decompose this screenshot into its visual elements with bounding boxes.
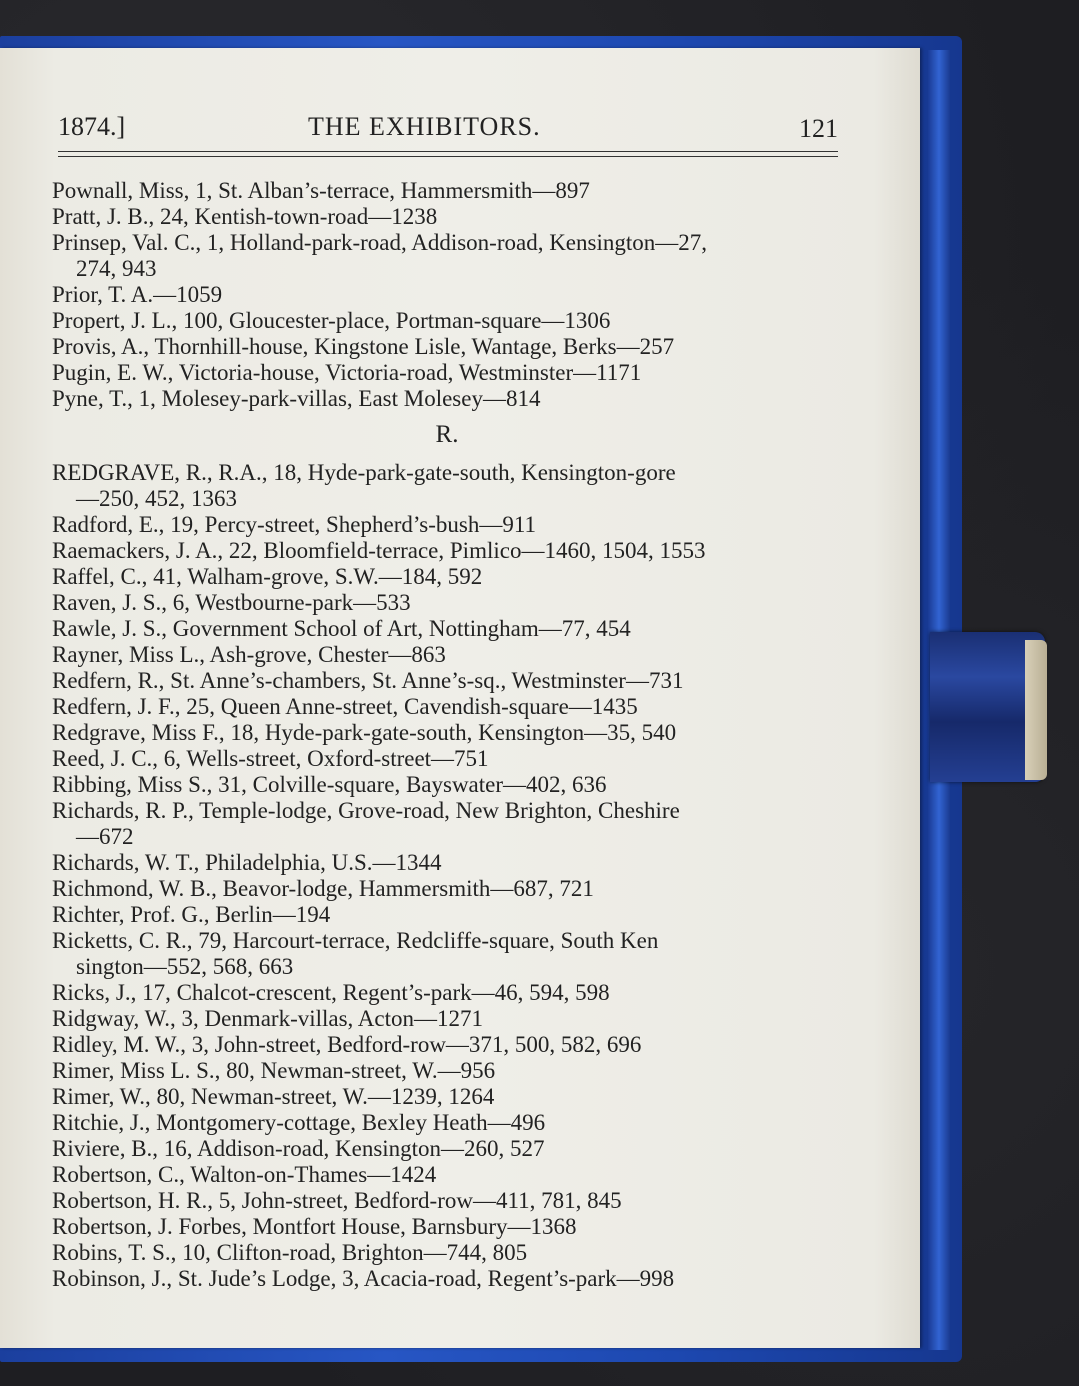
header-rule-upper: [58, 151, 838, 152]
exhibitor-entry: [52, 1188, 842, 1214]
exhibitor-entry-text: Rayner, Miss L., Ash-grove, Chester—863: [52, 642, 446, 667]
exhibitor-list: [52, 178, 842, 1292]
exhibitor-entry-text: Robins, T. S., 10, Clifton-road, Brighton—744, 805: [52, 1240, 528, 1265]
exhibitor-entry-text: Ridley, M. W., 3, John-street, Bedford-row—371, 500, 582, 696: [52, 1032, 642, 1057]
exhibitor-entry-continuation: sington—552, 568, 663: [76, 954, 294, 979]
exhibitor-entry-text: Raven, J. S., 6, Westbourne-park—533: [52, 590, 411, 615]
exhibitor-entry-text: Ricks, J., 17, Chalcot-crescent, Regent’s-park—46, 594, 598: [52, 980, 610, 1005]
exhibitor-entry-text: Ricketts, C. R., 79, Harcourt-terrace, Redcliffe-square, South Ken: [52, 928, 659, 953]
exhibitor-entry-text: Richards, R. P., Temple-lodge, Grove-road, New Brighton, Cheshire: [52, 798, 680, 823]
exhibitor-entry-text: Rimer, Miss L. S., 80, Newman-street, W.—956: [52, 1058, 496, 1083]
exhibitor-entry: [52, 386, 842, 412]
exhibitor-entry-text: Pyne, T., 1, Molesey-park-villas, East Molesey—814: [52, 386, 541, 411]
exhibitor-entry-text: Prinsep, Val. C., 1, Holland-park-road, Addison-road, Kensington—27,: [52, 230, 707, 255]
exhibitor-entry-text: Robertson, H. R., 5, John-street, Bedford-row—411, 781, 845: [52, 1188, 622, 1213]
exhibitor-entry-text: Reed, J. C., 6, Wells-street, Oxford-street—751: [52, 746, 489, 771]
exhibitor-entry: [52, 850, 842, 876]
exhibitor-entry-text: Riviere, B., 16, Addison-road, Kensington—260, 527: [52, 1136, 545, 1161]
exhibitor-group-r: [52, 460, 842, 1292]
page-number: 121: [799, 114, 838, 143]
exhibitor-entry: [52, 178, 842, 204]
exhibitor-entry: [52, 590, 842, 616]
exhibitor-entry: [52, 1162, 842, 1188]
exhibitor-entry-text: Pownall, Miss, 1, St. Alban’s-terrace, Hammersmith—897: [52, 178, 590, 203]
exhibitor-entry: [52, 668, 842, 694]
exhibitor-entry: [52, 230, 842, 282]
exhibitor-entry-text: Raffel, C., 41, Walham-grove, S.W.—184, 592: [52, 564, 483, 589]
exhibitor-entry-text: Pugin, E. W., Victoria-house, Victoria-road, Westminster—1171: [52, 360, 642, 385]
exhibitor-entry-text: Redfern, J. F., 25, Queen Anne-street, Cavendish-square—1435: [52, 694, 638, 719]
exhibitor-entry: [52, 980, 842, 1006]
exhibitor-entry-text: Richards, W. T., Philadelphia, U.S.—1344: [52, 850, 442, 875]
exhibitor-entry: [52, 642, 842, 668]
exhibitor-entry-continuation: —250, 452, 1363: [76, 486, 237, 511]
exhibitor-entry-text: Provis, A., Thornhill-house, Kingstone Lisle, Wantage, Berks—257: [52, 334, 675, 359]
exhibitor-entry: [52, 360, 842, 386]
exhibitor-entry-text: REDGRAVE, R., R.A., 18, Hyde-park-gate-south, Kensington-gore: [52, 460, 676, 485]
exhibitor-entry-text: Richmond, W. B., Beavor-lodge, Hammersmith—687, 721: [52, 876, 594, 901]
exhibitor-entry-continuation: 274, 943: [76, 256, 157, 281]
exhibitor-entry-text: Rimer, W., 80, Newman-street, W.—1239, 1264: [52, 1084, 495, 1109]
exhibitor-entry-text: Ritchie, J., Montgomery-cottage, Bexley Heath—496: [52, 1110, 546, 1135]
exhibitor-entry-text: Rawle, J. S., Government School of Art, Nottingham—77, 454: [52, 616, 631, 641]
exhibitor-entry: [52, 720, 842, 746]
running-head-year: 1874.]: [58, 112, 126, 141]
exhibitor-entry: [52, 512, 842, 538]
exhibitor-entry-text: Robertson, J. Forbes, Montfort House, Barnsbury—1368: [52, 1214, 577, 1239]
exhibitor-entry: [52, 746, 842, 772]
exhibitor-entry-text: Richter, Prof. G., Berlin—194: [52, 902, 331, 927]
exhibitor-entry: [52, 1266, 842, 1292]
exhibitor-entry-text: Robertson, C., Walton-on-Thames—1424: [52, 1162, 437, 1187]
exhibitor-entry-text: Propert, J. L., 100, Gloucester-place, Portman-square—1306: [52, 308, 611, 333]
exhibitor-entry-text: Ribbing, Miss S., 31, Colville-square, Bayswater—402, 636: [52, 772, 607, 797]
exhibitor-entry: [52, 204, 842, 230]
section-letter: R.: [435, 421, 459, 448]
exhibitor-entry-text: Robinson, J., St. Jude’s Lodge, 3, Acacia-road, Regent’s-park—998: [52, 1266, 675, 1291]
exhibitor-entry: [52, 616, 842, 642]
exhibitor-entry: [52, 460, 842, 512]
running-head: [58, 112, 838, 144]
exhibitor-entry: [52, 564, 842, 590]
exhibitor-entry: [52, 1032, 842, 1058]
exhibitor-entry-text: Pratt, J. B., 24, Kentish-town-road—1238: [52, 204, 438, 229]
exhibitor-group-p: [52, 178, 842, 412]
exhibitor-entry: [52, 1058, 842, 1084]
exhibitor-entry: [52, 334, 842, 360]
exhibitor-entry: [52, 1084, 842, 1110]
exhibitor-entry-text: Raemackers, J. A., 22, Bloomfield-terrace, Pimlico—1460, 1504, 1553: [52, 538, 706, 563]
exhibitor-entry: [52, 902, 842, 928]
exhibitor-entry: [52, 308, 842, 334]
exhibitor-entry: [52, 772, 842, 798]
book-page: [0, 48, 920, 1348]
exhibitor-entry: [52, 798, 842, 850]
exhibitor-entry: [52, 1110, 842, 1136]
exhibitor-entry-text: Redfern, R., St. Anne’s-chambers, St. Anne’s-sq., Westminster—731: [52, 668, 684, 693]
exhibitor-entry: [52, 1214, 842, 1240]
exhibitor-entry: [52, 282, 842, 308]
exhibitor-entry-text: Radford, E., 19, Percy-street, Shepherd’s-bush—911: [52, 512, 536, 537]
exhibitor-entry: [52, 1006, 842, 1032]
exhibitor-entry-text: Redgrave, Miss F., 18, Hyde-park-gate-south, Kensington—35, 540: [52, 720, 677, 745]
exhibitor-entry: [52, 694, 842, 720]
running-head-title: THE EXHIBITORS.: [308, 112, 541, 141]
exhibitor-entry: [52, 928, 842, 980]
exhibitor-entry: [52, 538, 842, 564]
exhibitor-entry-continuation: —672: [76, 824, 134, 849]
header-rule-lower: [58, 156, 838, 157]
exhibitor-entry: [52, 1240, 842, 1266]
exhibitor-entry-text: Prior, T. A.—1059: [52, 282, 223, 307]
exhibitor-entry: [52, 876, 842, 902]
exhibitor-entry: [52, 1136, 842, 1162]
exhibitor-entry-text: Ridgway, W., 3, Denmark-villas, Acton—1271: [52, 1006, 483, 1031]
page-edges: [1025, 640, 1047, 780]
